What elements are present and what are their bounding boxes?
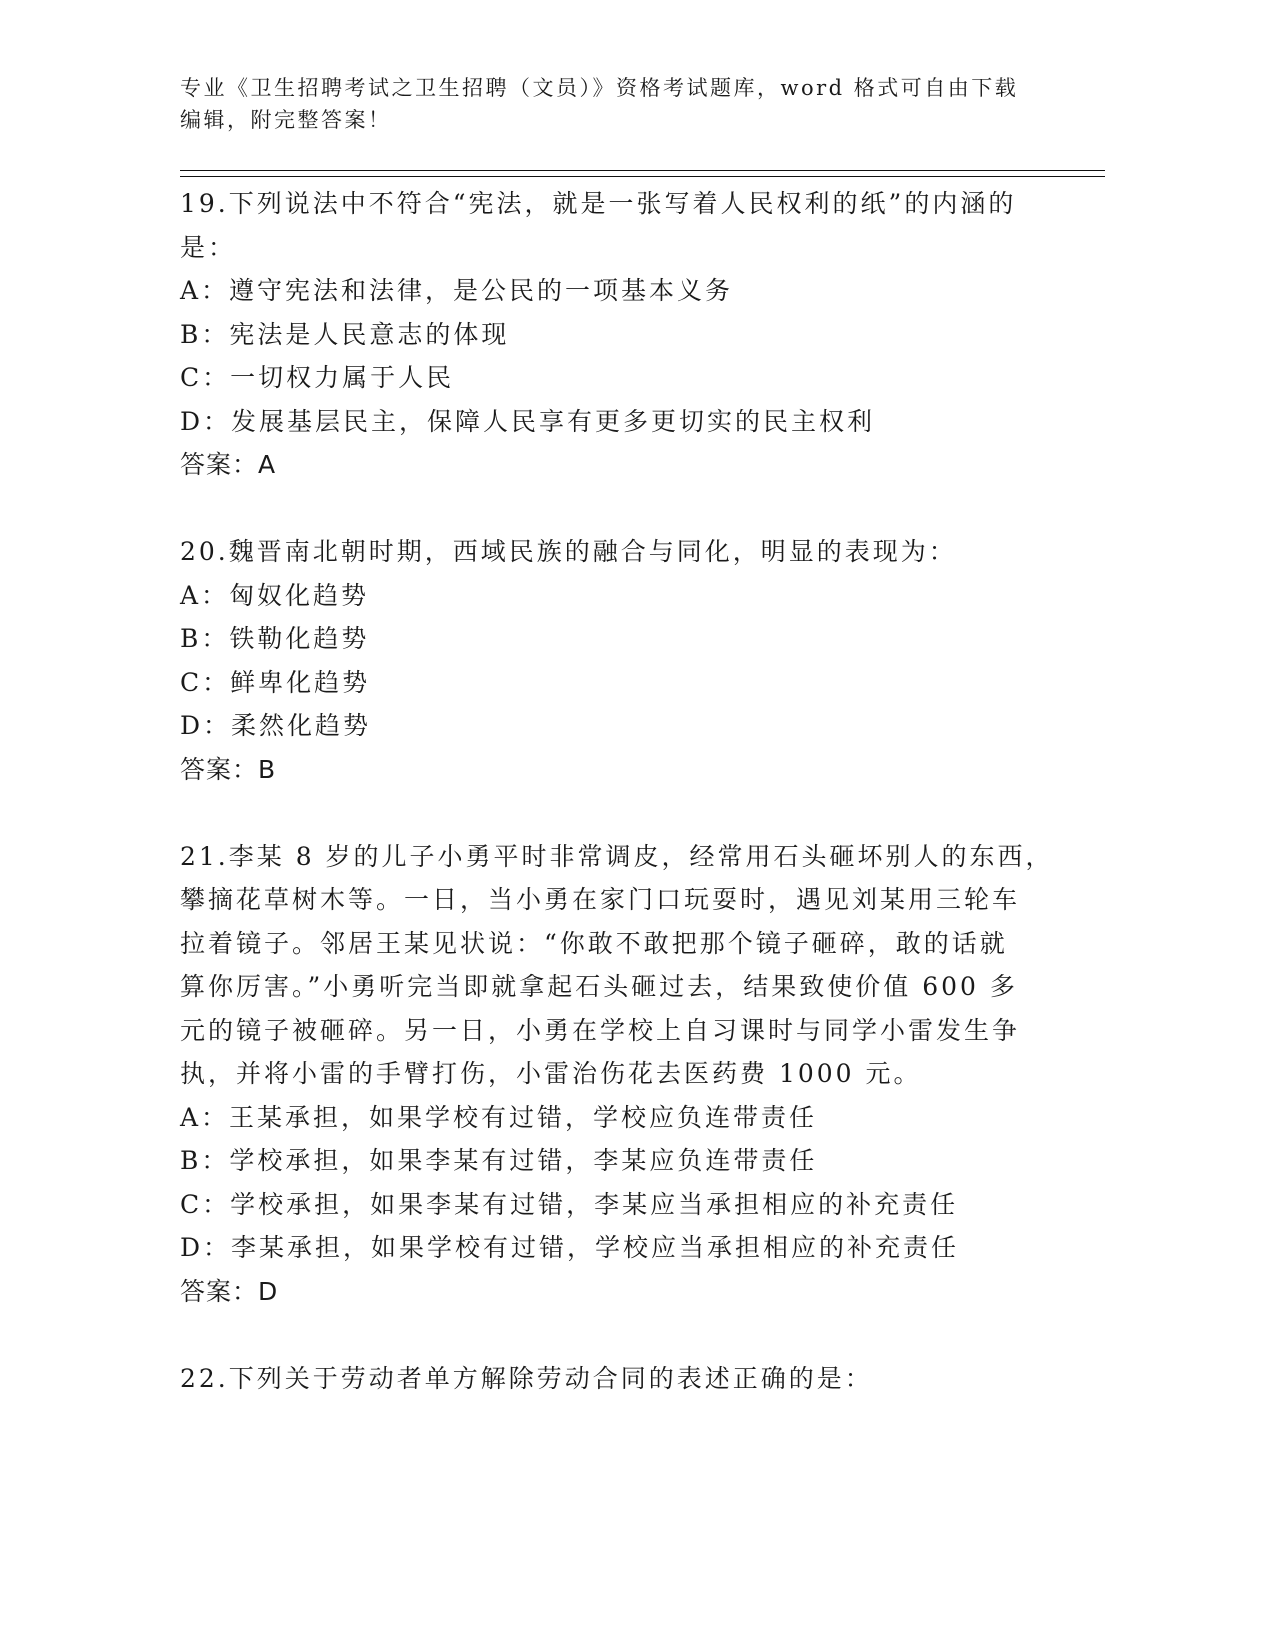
question-stem-line: 19.下列说法中不符合“宪法，就是一张写着人民权利的纸”的内涵的 [180,189,1017,218]
header-line-2: 编辑，附完整答案！ [180,108,392,132]
option-c: C：鲜卑化趋势 [180,667,371,697]
answer-label: 答案：B [180,754,277,784]
header-rule-bottom [180,176,1105,177]
option-d: D：李某承担，如果学校有过错，学校应当承担相应的补充责任 [180,1233,960,1262]
question-19 [180,182,1050,487]
option-b: B：宪法是人民意志的体现 [180,319,510,349]
option-a: A：匈奴化趋势 [180,580,370,610]
question-22 [180,1357,1050,1401]
option-b: B：学校承担，如果李某有过错，李某应负连带责任 [180,1146,818,1175]
option-b: B：铁勒化趋势 [180,624,370,653]
question-stem-line: 20.魏晋南北朝时期，西域民族的融合与同化，明显的表现为： [180,537,957,566]
spacer [180,1313,1050,1357]
header-line-1: 专业《卫生招聘考试之卫生招聘（文员）》资格考试题库，word 格式可自由下载 [180,76,1019,100]
question-stem-line: 22.下列关于劳动者单方解除劳动合同的表述正确的是： [180,1363,873,1393]
option-d: D：柔然化趋势 [180,711,372,740]
question-stem-line: 执，并将小雷的手臂打伤，小雷治伤花去医药费 1000 元。 [180,1059,922,1088]
document-header [180,72,1060,136]
question-stem-line: 是： [180,232,237,262]
question-list [180,182,1054,1400]
option-c: C：一切权力属于人民 [180,363,455,392]
question-stem-line: 攀摘花草树木等。一日，当小勇在家门口玩耍时，遇见刘某用三轮车 [180,885,1021,914]
option-a: A：王某承担，如果学校有过错，学校应负连带责任 [180,1102,818,1132]
spacer [180,487,1050,531]
option-d: D：发展基层民主，保障人民享有更多更切实的民主权利 [180,406,876,436]
question-stem-line: 元的镜子被砸碎。另一日，小勇在学校上自习课时与同学小雷发生争 [180,1015,1021,1045]
option-a: A：遵守宪法和法律，是公民的一项基本义务 [180,276,734,305]
header-rule-top [180,170,1105,171]
question-stem-line: 21.李某 8 岁的儿子小勇平时非常调皮，经常用石头砸坏别人的东西， [180,841,1054,871]
question-20 [180,530,1050,791]
question-stem-line: 算你厉害。”小勇听完当即就拿起石头砸过去，结果致使价值 600 多 [180,972,1018,1001]
answer-label: 答案：D [180,1276,279,1306]
spacer [180,791,1050,835]
option-c: C：学校承担，如果李某有过错，李某应当承担相应的补充责任 [180,1189,959,1219]
question-21 [180,835,1054,1314]
answer-label: 答案：A [180,450,277,479]
question-stem-line: 拉着镜子。邻居王某见状说：“你敢不敢把那个镜子砸碎，敢的话就 [180,928,1008,958]
